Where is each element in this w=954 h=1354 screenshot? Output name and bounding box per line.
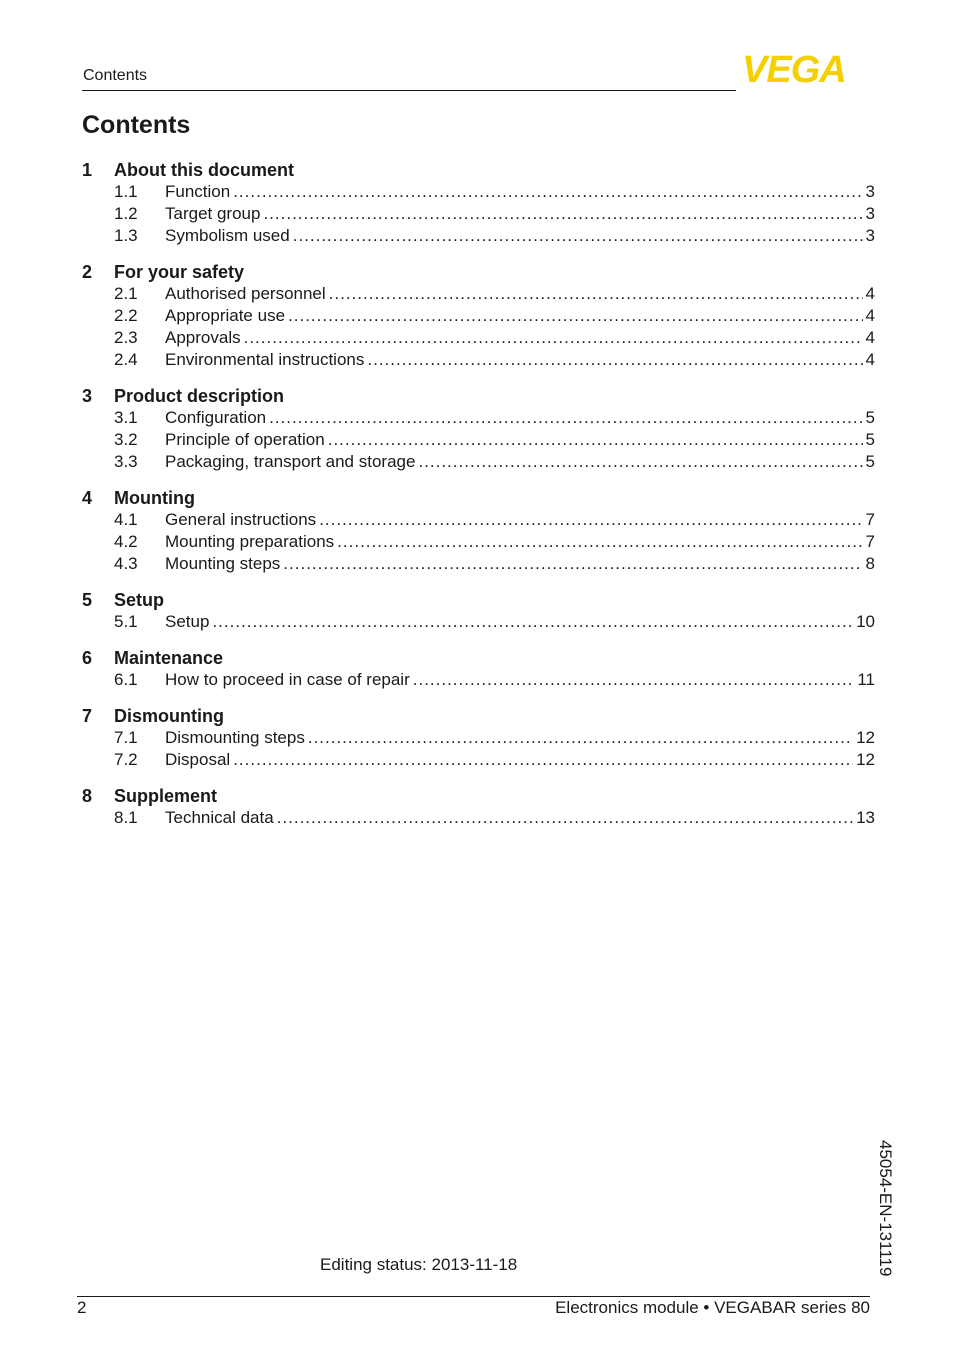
toc-entry[interactable] <box>82 452 875 474</box>
toc-entry-title: Principle of operation <box>165 430 325 449</box>
toc-entry-title: How to proceed in case of repair <box>165 670 410 689</box>
toc-section-heading[interactable] <box>82 486 875 510</box>
toc-entry-title: Mounting steps <box>165 554 281 573</box>
toc-section-heading[interactable] <box>82 158 875 182</box>
toc-section-heading[interactable] <box>82 646 875 670</box>
toc-section <box>82 260 875 372</box>
toc-entry-leader <box>263 204 862 224</box>
document-code: 45054-EN-131119 <box>876 1140 895 1277</box>
toc-entry-title: Packaging, transport and storage <box>165 452 416 471</box>
toc-entry-title: Appropriate use <box>165 306 286 325</box>
toc-entry-title: Dismounting steps <box>165 728 305 747</box>
toc-entry-page: 5 <box>865 408 875 427</box>
toc-entry-title: Mounting preparations <box>165 532 335 551</box>
toc-entry-page: 3 <box>865 204 875 223</box>
toc-entry-leader <box>319 510 862 530</box>
toc-entry-page: 5 <box>865 430 875 449</box>
vega-logo <box>742 52 872 84</box>
toc-section-heading[interactable] <box>82 784 875 808</box>
toc-entry-page: 4 <box>865 284 875 303</box>
toc-entry-number: 7.1 <box>114 728 138 747</box>
toc-section-number: 7 <box>82 705 93 726</box>
toc-entry[interactable] <box>82 350 875 372</box>
toc-entry-page: 4 <box>865 306 875 325</box>
toc-section-heading[interactable] <box>82 260 875 284</box>
toc-entry-leader <box>283 554 862 574</box>
page-number: 2 <box>77 1298 87 1317</box>
toc-section <box>82 704 875 772</box>
toc-entry-title: Symbolism used <box>165 226 290 245</box>
toc-section-title: Product description <box>114 385 285 406</box>
toc-entry-number: 4.1 <box>114 510 138 529</box>
toc-entry-number: 2.2 <box>114 306 138 325</box>
toc-section-title: Maintenance <box>114 647 224 668</box>
toc-entry-number: 1.2 <box>114 204 138 223</box>
toc-entry[interactable] <box>82 728 875 750</box>
toc-entry-page: 3 <box>865 226 875 245</box>
toc-section-title: Supplement <box>114 785 218 806</box>
toc-entry[interactable] <box>82 284 875 306</box>
toc-entry-number: 2.3 <box>114 328 138 347</box>
toc-entry-title: Authorised personnel <box>165 284 326 303</box>
toc-section-heading[interactable] <box>82 704 875 728</box>
toc-entry-number: 6.1 <box>114 670 138 689</box>
toc-entry[interactable] <box>82 430 875 452</box>
toc-entry[interactable] <box>82 510 875 532</box>
toc-entry[interactable] <box>82 226 875 248</box>
toc-entry-page: 7 <box>865 532 875 551</box>
toc-section-title: About this document <box>114 159 294 180</box>
toc-entry-title: Function <box>165 182 231 201</box>
table-of-contents <box>82 158 875 842</box>
toc-entry-leader <box>244 328 863 348</box>
toc-entry-title: Configuration <box>165 408 267 427</box>
header-label: Contents <box>83 67 148 84</box>
toc-section <box>82 486 875 576</box>
toc-entry-leader <box>418 452 862 472</box>
toc-section <box>82 158 875 248</box>
toc-entry-page: 7 <box>865 510 875 529</box>
toc-entry[interactable] <box>82 328 875 350</box>
header-rule <box>82 90 736 91</box>
toc-entry-number: 3.3 <box>114 452 138 471</box>
toc-entry[interactable] <box>82 532 875 554</box>
toc-entry-title: Environmental instructions <box>165 350 365 369</box>
toc-entry-leader <box>328 430 863 450</box>
toc-entry-leader <box>277 808 853 828</box>
toc-entry-page: 4 <box>865 328 875 347</box>
toc-entry-leader <box>293 226 863 246</box>
toc-entry-page: 5 <box>865 452 875 471</box>
toc-entry-page: 13 <box>856 808 875 827</box>
toc-section <box>82 384 875 474</box>
toc-entry-page: 3 <box>865 182 875 201</box>
toc-entry-page: 10 <box>856 612 875 631</box>
toc-section-title: Setup <box>114 589 165 610</box>
editing-status: Editing status: 2013-11-18 <box>320 1255 518 1274</box>
toc-entry-number: 4.2 <box>114 532 138 551</box>
toc-entry-leader <box>329 284 863 304</box>
toc-entry-page: 12 <box>856 728 875 747</box>
toc-section-number: 5 <box>82 589 93 610</box>
toc-section-number: 6 <box>82 647 93 668</box>
toc-entry-page: 12 <box>856 750 875 769</box>
toc-entry-number: 2.4 <box>114 350 138 369</box>
toc-entry[interactable] <box>82 182 875 204</box>
toc-entry[interactable] <box>82 670 875 692</box>
toc-entry-title: Approvals <box>165 328 241 347</box>
toc-entry-leader <box>413 670 855 690</box>
toc-entry-title: Technical data <box>165 808 274 827</box>
footer-rule <box>77 1296 870 1297</box>
toc-entry[interactable] <box>82 750 875 772</box>
toc-entry-number: 2.1 <box>114 284 138 303</box>
toc-entry[interactable] <box>82 408 875 430</box>
toc-entry-leader <box>212 612 853 632</box>
toc-entry-number: 3.1 <box>114 408 138 427</box>
toc-section <box>82 784 875 830</box>
toc-entry[interactable] <box>82 612 875 634</box>
toc-section-heading[interactable] <box>82 384 875 408</box>
toc-entry-title: Setup <box>165 612 210 631</box>
toc-entry-page: 4 <box>865 350 875 369</box>
toc-entry-number: 8.1 <box>114 808 138 827</box>
toc-section-number: 2 <box>82 261 93 282</box>
toc-section-number: 1 <box>82 159 93 180</box>
toc-entry-number: 1.3 <box>114 226 138 245</box>
toc-entry[interactable] <box>82 808 875 830</box>
toc-entry-leader <box>367 350 862 370</box>
toc-section-title: Dismounting <box>114 705 224 726</box>
toc-entry-number: 1.1 <box>114 182 138 201</box>
toc-section-number: 8 <box>82 785 93 806</box>
toc-entry-number: 5.1 <box>114 612 138 631</box>
toc-entry-number: 3.2 <box>114 430 138 449</box>
toc-entry[interactable] <box>82 204 875 226</box>
toc-entry-leader <box>337 532 862 552</box>
toc-section-number: 4 <box>82 487 93 508</box>
toc-section <box>82 588 875 634</box>
toc-entry-leader <box>308 728 853 748</box>
toc-entry-title: Disposal <box>165 750 231 769</box>
toc-entry-leader <box>269 408 862 428</box>
toc-section-number: 3 <box>82 385 93 406</box>
toc-entry-number: 4.3 <box>114 554 138 573</box>
page-title: Contents <box>82 111 191 139</box>
toc-entry[interactable] <box>82 306 875 328</box>
toc-entry-title: Target group <box>165 204 261 223</box>
toc-entry-leader <box>233 182 862 202</box>
vega-logo-text: VEGA <box>742 52 846 84</box>
toc-section-title: For your safety <box>114 261 245 282</box>
toc-entry-leader <box>288 306 863 326</box>
footer-document-title: Electronics module • VEGABAR series 80 <box>555 1298 870 1317</box>
toc-entry-leader <box>233 750 853 770</box>
toc-entry-page: 11 <box>857 670 875 689</box>
toc-section-title: Mounting <box>114 487 195 508</box>
toc-section-heading[interactable] <box>82 588 875 612</box>
toc-entry-number: 7.2 <box>114 750 138 769</box>
toc-entry-page: 8 <box>865 554 875 573</box>
toc-entry-title: General instructions <box>165 510 317 529</box>
toc-entry[interactable] <box>82 554 875 576</box>
toc-section <box>82 646 875 692</box>
